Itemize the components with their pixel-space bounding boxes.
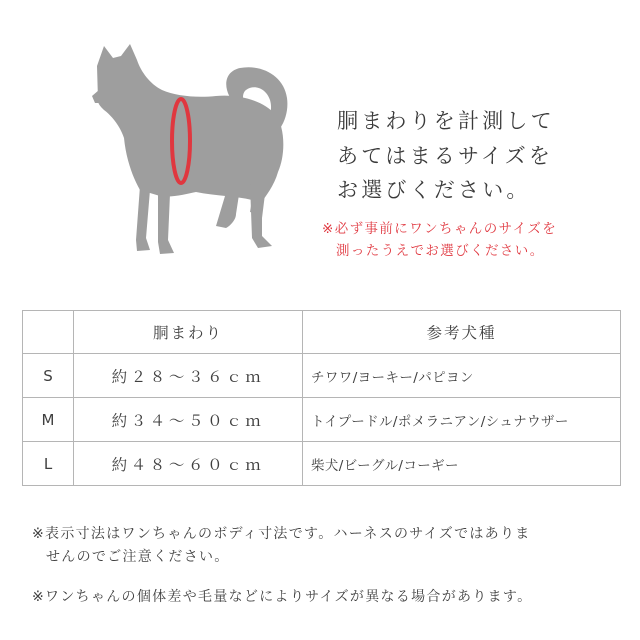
instruction-line-1: 胴まわりを計測して xyxy=(337,109,555,133)
instruction-text xyxy=(337,104,555,208)
dog-figure xyxy=(88,36,308,268)
header-girth: 胴まわり xyxy=(74,311,303,354)
reference-breeds: 柴犬/ビーグル/コーギー xyxy=(303,442,621,486)
footnote-1-line-2: せんのでご注意ください。 xyxy=(46,549,230,565)
table-row xyxy=(23,398,621,442)
footnote-size-note xyxy=(32,523,531,569)
reference-breeds: トイプードル/ポメラニアン/シュナウザー xyxy=(303,398,621,442)
size-label: L xyxy=(23,442,74,486)
instruction-line-2: あてはまるサイズを xyxy=(337,143,554,168)
size-table xyxy=(22,310,621,486)
size-label: M xyxy=(23,398,74,442)
table-header-row xyxy=(23,311,621,354)
table-row xyxy=(23,442,621,486)
footnote-individual-difference xyxy=(32,586,532,609)
table-row xyxy=(23,354,621,398)
girth-range: 約４８～６０ｃｍ xyxy=(74,442,303,486)
size-label: S xyxy=(23,354,74,398)
instruction-line-3: お選びください。 xyxy=(337,178,531,202)
girth-range: 約３４～５０ｃｍ xyxy=(74,398,303,442)
notice-line-2: 測ったうえでお選びください。 xyxy=(336,243,545,259)
notice-line-1: ※必ず事前にワンちゃんのサイズを xyxy=(322,221,558,237)
measure-notice xyxy=(322,218,557,262)
girth-range: 約２８～３６ｃｍ xyxy=(74,354,303,398)
dog-silhouette-icon xyxy=(88,36,308,268)
header-breeds: 参考犬種 xyxy=(303,311,621,354)
footnote-1-line-1: ※表示寸法はワンちゃんのボディ寸法です。ハーネスのサイズではありま xyxy=(32,526,531,542)
reference-breeds: チワワ/ヨーキー/パピヨン xyxy=(303,354,621,398)
footnote-2-line: ※ワンちゃんの個体差や毛量などによりサイズが異なる場合があります。 xyxy=(32,589,533,605)
header-size xyxy=(23,311,74,354)
